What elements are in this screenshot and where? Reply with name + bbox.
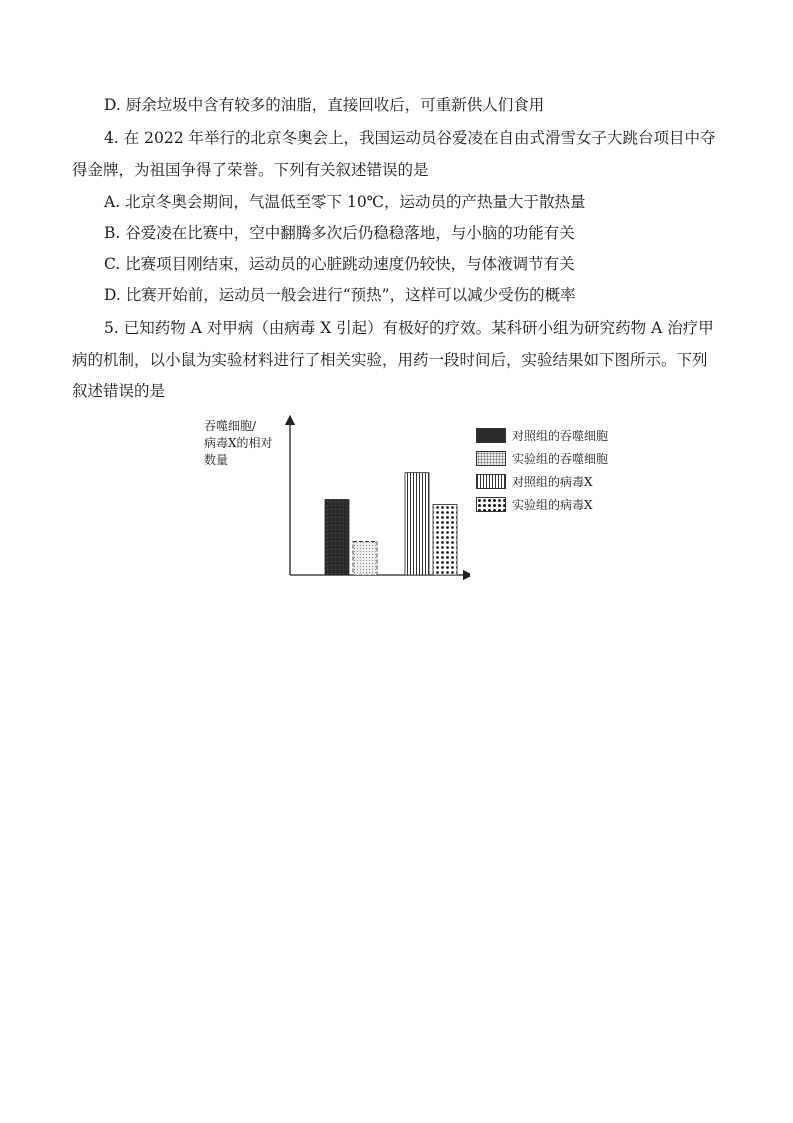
legend-label: 对照组的吞噬细胞 — [512, 429, 609, 443]
legend-item — [476, 424, 608, 447]
option-a: A. 北京冬奥会期间，气温低至零下 10℃，运动员的产热量大于散热量 — [104, 193, 586, 211]
y-axis-label-line: 病毒X的相对 — [204, 436, 273, 450]
bar-dots — [353, 541, 377, 575]
bar-chart — [170, 400, 630, 585]
legend-swatch — [476, 451, 506, 466]
option-d-prev: D. 厨余垃圾中含有较多的油脂，直接回收后，可重新供人们食用 — [104, 96, 545, 114]
legend-item — [476, 493, 608, 516]
bar-vlines — [405, 473, 429, 575]
option-b: B. 谷爱凌在比赛中，空中翻腾多次后仍稳稳落地，与小脑的功能有关 — [104, 224, 575, 242]
legend-label: 对照组的病毒X — [512, 475, 593, 489]
option-c: C. 比赛项目刚结束，运动员的心脏跳动速度仍较快，与体液调节有关 — [104, 255, 575, 273]
legend-swatch — [476, 474, 506, 489]
question-5-stem: 5. 已知药物 A 对甲病（由病毒 X 引起）有极好的疗效。某科研小组为研究药物 A 治疗甲 — [104, 319, 714, 337]
legend-label: 实验组的病毒X — [512, 498, 593, 512]
question-5-stem-cont1: 病的机制，以小鼠为实验材料进行了相关实验，用药一段时间后，实验结果如下图所示。下列 — [72, 351, 708, 369]
legend-label: 实验组的吞噬细胞 — [512, 452, 609, 466]
y-axis-label-line: 吞噬细胞/ — [204, 419, 257, 433]
y-axis-label — [204, 418, 273, 469]
legend-item — [476, 470, 608, 493]
bar-bigdots — [433, 505, 457, 575]
option-d: D. 比赛开始前，运动员一般会进行“预热”，这样可以减少受伤的概率 — [104, 286, 576, 304]
bar-dark — [325, 500, 349, 576]
question-5-stem-cont2: 叙述错误的是 — [72, 382, 166, 400]
legend-swatch — [476, 497, 506, 512]
question-4-stem: 4. 在 2022 年举行的北京冬奥会上，我国运动员谷爱凌在自由式滑雪女子大跳台项目中夺 — [104, 129, 716, 147]
legend — [476, 424, 608, 516]
legend-swatch — [476, 428, 506, 443]
question-4-stem-cont: 得金牌，为祖国争得了荣誉。下列有关叙述错误的是 — [72, 161, 429, 179]
y-axis-label-line: 数量 — [204, 453, 229, 467]
legend-item — [476, 447, 608, 470]
